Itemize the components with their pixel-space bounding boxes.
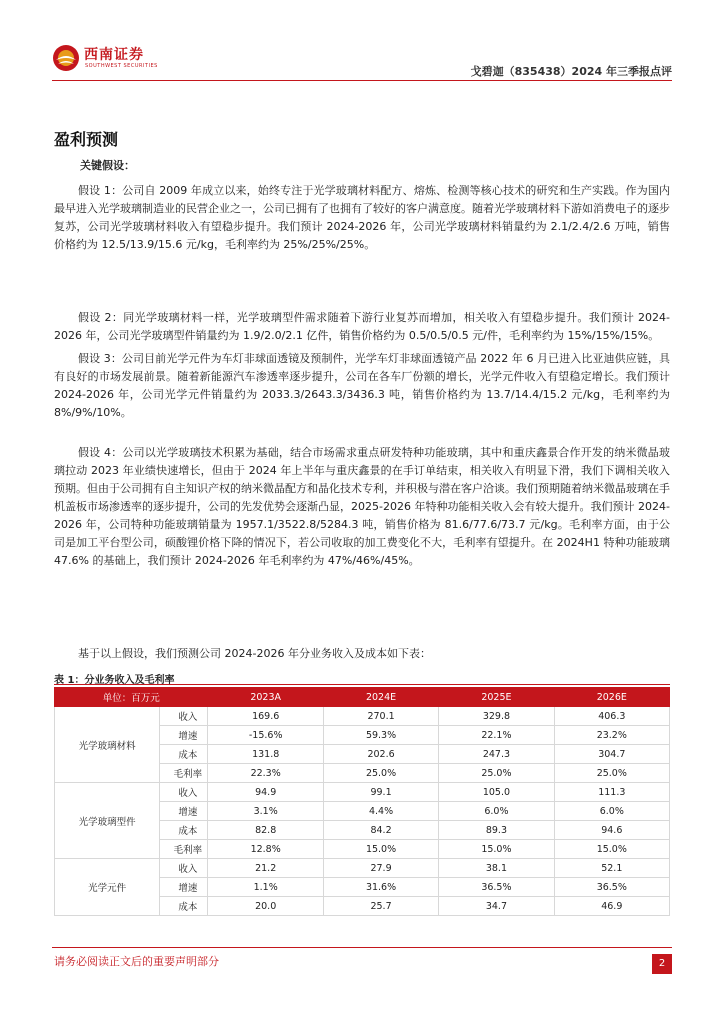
metric-label: 收入 bbox=[160, 783, 208, 802]
table-cell: 25.7 bbox=[323, 897, 438, 916]
table-cell: 21.2 bbox=[208, 859, 323, 878]
subheading: 关键假设： bbox=[80, 159, 135, 172]
metric-label: 收入 bbox=[160, 859, 208, 878]
table-cell: -15.6% bbox=[208, 726, 323, 745]
table-cell: 406.3 bbox=[554, 707, 669, 726]
metric-label: 增速 bbox=[160, 726, 208, 745]
table-cell: 6.0% bbox=[554, 802, 669, 821]
table-cell: 15.0% bbox=[554, 840, 669, 859]
table-row bbox=[55, 859, 670, 878]
table-cell: 6.0% bbox=[439, 802, 554, 821]
table-cell: 94.6 bbox=[554, 821, 669, 840]
table-cell: 38.1 bbox=[439, 859, 554, 878]
table-cell: 46.9 bbox=[554, 897, 669, 916]
logo-mark-icon bbox=[52, 44, 80, 72]
table-cell: 94.9 bbox=[208, 783, 323, 802]
logo-text-cn: 西南证券 bbox=[84, 47, 144, 63]
table-cell: 3.1% bbox=[208, 802, 323, 821]
footer-divider bbox=[52, 947, 672, 948]
table-cell: 304.7 bbox=[554, 745, 669, 764]
header-divider bbox=[52, 80, 672, 81]
table-cell: 20.0 bbox=[208, 897, 323, 916]
table-cell: 15.0% bbox=[323, 840, 438, 859]
page-header bbox=[52, 38, 672, 80]
table-cell: 59.3% bbox=[323, 726, 438, 745]
table-col-header: 2024E bbox=[323, 688, 438, 707]
table-cell: 131.8 bbox=[208, 745, 323, 764]
report-title: 戈碧迦（835438）2024 年三季报点评 bbox=[470, 65, 672, 78]
metric-label: 增速 bbox=[160, 878, 208, 897]
table-cell: 34.7 bbox=[439, 897, 554, 916]
table-cell: 27.9 bbox=[323, 859, 438, 878]
table-cell: 111.3 bbox=[554, 783, 669, 802]
table-cell: 52.1 bbox=[554, 859, 669, 878]
table-cell: 36.5% bbox=[439, 878, 554, 897]
table-cell: 4.4% bbox=[323, 802, 438, 821]
table-col-header: 2026E bbox=[554, 688, 669, 707]
table-cell: 99.1 bbox=[323, 783, 438, 802]
table-cell: 25.0% bbox=[439, 764, 554, 783]
metric-label: 成本 bbox=[160, 821, 208, 840]
table-cell: 36.5% bbox=[554, 878, 669, 897]
metric-label: 毛利率 bbox=[160, 764, 208, 783]
segment-name: 光学玻璃材料 bbox=[55, 707, 160, 783]
table-cell: 12.8% bbox=[208, 840, 323, 859]
paragraph-assumption-4: 假设 4：公司以光学玻璃技术积累为基础，结合市场需求重点研发特种功能玻璃，其中和重庆鑫景合作开发的纳米微晶玻璃拉动 2023 年业绩快速增长，但由于 2024 年上半年与重庆鑫景的在手订单结束，相关收入有明显下滑，我们下调相关收入预期。但由于公司拥有自主知识产权的纳米微晶配方和晶化技术专利，并积极与潜在客户洽谈。我们预期随着纳米微晶玻璃在手机盖板市场渗透率的逐步提升，公司的先发优势会逐渐凸显，2025-2026 年特种功能相关收入会有较大提升。我们预计 2024-2026 年，公司特种功能玻璃销量为 1957.1/3522.8/5284.3 吨，销售价格为 81.6/77.6/73.7 元/kg。毛利率方面，由于公司是加工平台型公司，硕酸锂价格下降的情况下，若公司收取的加工费变化不大，毛利率有望提升。在 2024H1 特种功能玻璃 47.6% 的基础上，我们预计 2024-2026 年毛利率约为 47%/46%/45%。 bbox=[54, 446, 670, 567]
table-cell: 22.1% bbox=[439, 726, 554, 745]
paragraph-assumption-2: 假设 2：同光学玻璃材料一样，光学玻璃型件需求随着下游行业复苏而增加，相关收入有望稳步提升。我们预计 2024-2026 年，公司光学玻璃型件销量约为 1.9/2.0/2.1 亿件，销售价格约为 0.5/0.5/0.5 元/件，毛利率约为 15%/15%/15%。 bbox=[54, 311, 670, 342]
metric-label: 收入 bbox=[160, 707, 208, 726]
table-cell: 84.2 bbox=[323, 821, 438, 840]
paragraph-assumption-1: 假设 1：公司自 2009 年成立以来，始终专注于光学玻璃材料配方、熔炼、检测等核心技术的研究和生产实践。作为国内最早进入光学玻璃制造业的民营企业之一，公司已拥有了也拥有了较好的客户满意度。随着光学玻璃材料下游如消费电子的逐步复苏，公司光学玻璃材料收入有望稳步提升。我们预计 2024-2026 年，公司光学玻璃材料销量约为 2.1/2.4/2.6 万吨，销售价格约为 12.5/13.9/15.6 元/kg，毛利率约为 25%/25%/25%。 bbox=[54, 184, 670, 251]
metric-label: 毛利率 bbox=[160, 840, 208, 859]
paragraph-assumption-3: 假设 3：公司目前光学元件为车灯非球面透镜及预制件，光学车灯非球面透镜产品 2022 年 6 月已进入比亚迪供应链，具有良好的市场发展前景。随着新能源汽车渗透率逐步提升，公司在各车厂份额的增长，光学元件收入有望稳定增长。我们预计 2024-2026 年，公司光学元件销量约为 2033.3/2643.3/3436.3 吨，销售价格约为 13.7/14.4/15.2 元/kg，毛利率约为 8%/9%/10%。 bbox=[54, 352, 670, 419]
table-title: 表 1：分业务收入及毛利率 bbox=[54, 675, 175, 686]
table-cell: 105.0 bbox=[439, 783, 554, 802]
metric-label: 成本 bbox=[160, 897, 208, 916]
table-col-header: 2023A bbox=[208, 688, 323, 707]
logo-text-en: SOUTHWEST SECURITIES bbox=[85, 63, 158, 69]
table-cell: 22.3% bbox=[208, 764, 323, 783]
table-cell: 82.8 bbox=[208, 821, 323, 840]
table-cell: 202.6 bbox=[323, 745, 438, 764]
table-cell: 270.1 bbox=[323, 707, 438, 726]
table-col-header: 2025E bbox=[439, 688, 554, 707]
section-title: 盈利预测 bbox=[54, 130, 119, 149]
table-cell: 25.0% bbox=[323, 764, 438, 783]
table-header-row bbox=[55, 688, 670, 707]
table-cell: 89.3 bbox=[439, 821, 554, 840]
table-cell: 31.6% bbox=[323, 878, 438, 897]
table-cell: 1.1% bbox=[208, 878, 323, 897]
table-cell: 15.0% bbox=[439, 840, 554, 859]
company-logo bbox=[52, 42, 162, 76]
table-cell: 247.3 bbox=[439, 745, 554, 764]
page-number: 2 bbox=[652, 954, 672, 974]
table-cell: 23.2% bbox=[554, 726, 669, 745]
table-cell: 25.0% bbox=[554, 764, 669, 783]
segment-name: 光学玻璃型件 bbox=[55, 783, 160, 859]
segment-forecast-table bbox=[54, 687, 670, 916]
table-cell: 329.8 bbox=[439, 707, 554, 726]
table-title-rule bbox=[54, 684, 670, 685]
metric-label: 增速 bbox=[160, 802, 208, 821]
table-row bbox=[55, 783, 670, 802]
table-row bbox=[55, 707, 670, 726]
footer-disclaimer: 请务必阅读正文后的重要声明部分 bbox=[54, 955, 219, 968]
table-cell: 169.6 bbox=[208, 707, 323, 726]
paragraph-summary: 基于以上假设，我们预测公司 2024-2026 年分业务收入及成本如下表： bbox=[78, 647, 431, 660]
table-unit-label: 单位：百万元 bbox=[55, 688, 208, 707]
metric-label: 成本 bbox=[160, 745, 208, 764]
segment-name: 光学元件 bbox=[55, 859, 160, 916]
